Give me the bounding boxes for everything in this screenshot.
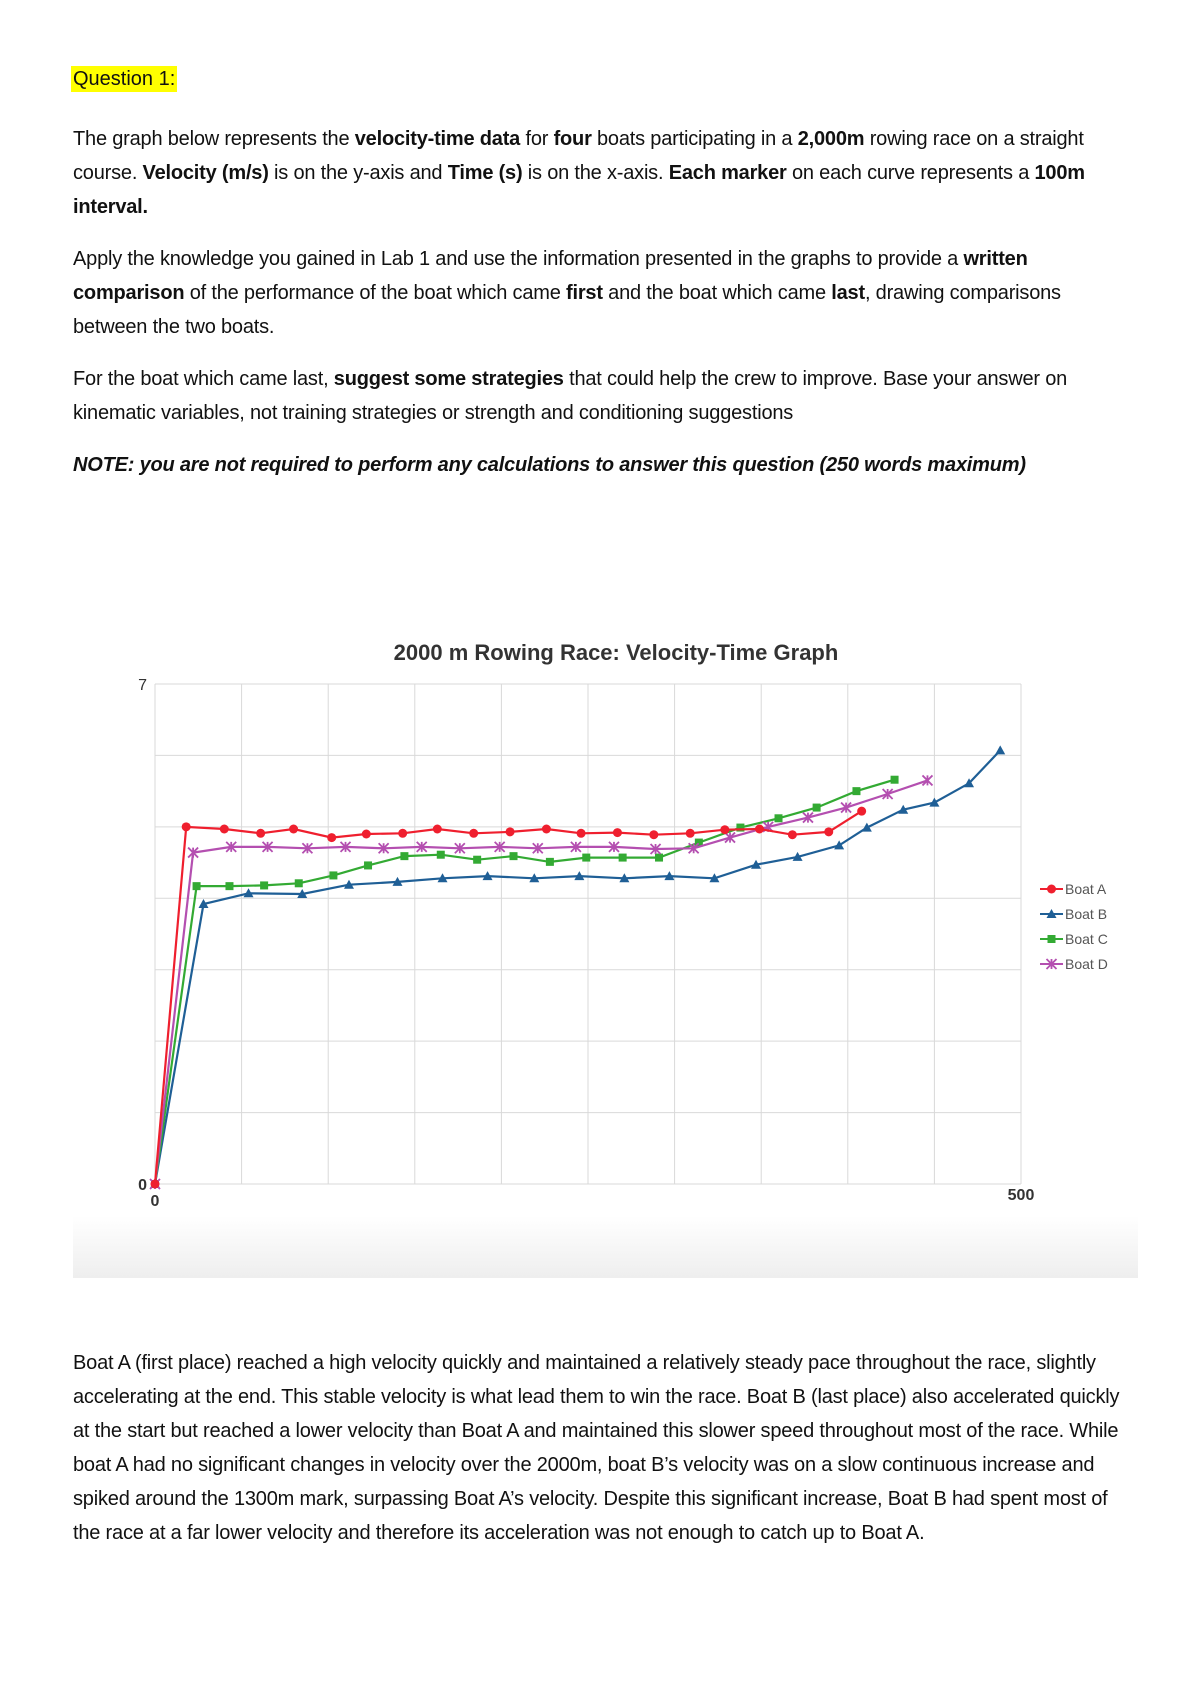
legend-label: Boat C xyxy=(1065,931,1108,947)
legend-label: Boat B xyxy=(1065,906,1108,922)
data-point-marker xyxy=(755,825,764,834)
text-run: Apply the knowledge you gained in Lab 1 and use the information presented in the graphs to provide a xyxy=(73,248,964,270)
text-run: is on the y-axis and xyxy=(268,162,448,184)
legend-item xyxy=(1040,881,1107,897)
data-point-marker xyxy=(577,829,586,838)
bold-run: suggest some strategies xyxy=(333,368,564,390)
data-point-marker xyxy=(182,822,191,831)
data-point-marker xyxy=(510,852,518,860)
data-point-marker xyxy=(891,776,899,784)
text-run: boats participating in a xyxy=(591,128,798,150)
data-point-marker xyxy=(295,879,303,887)
series-boat-c xyxy=(151,776,899,1188)
legend-item xyxy=(1040,956,1108,972)
data-point-marker xyxy=(437,851,445,859)
bold-run: 100m interval. xyxy=(73,162,1085,218)
data-point-marker xyxy=(225,882,233,890)
series-line xyxy=(155,780,895,1184)
chart-series xyxy=(150,745,1005,1189)
data-point-marker xyxy=(400,852,408,860)
bold-run: Each marker xyxy=(668,162,787,184)
data-point-marker xyxy=(329,871,337,879)
text-run: on each curve represents a xyxy=(786,162,1035,184)
text-run: The graph below represents the xyxy=(73,128,355,150)
bold-run: written comparison xyxy=(73,248,1028,304)
x-tick-label: 500 xyxy=(1007,1187,1035,1204)
bold-run: first xyxy=(566,282,603,304)
data-point-marker xyxy=(1047,885,1056,894)
legend-item xyxy=(1040,906,1107,922)
bold-run: velocity-time data xyxy=(354,128,521,150)
question-paragraph-1 xyxy=(73,122,1138,224)
data-point-marker xyxy=(929,798,939,807)
data-point-marker xyxy=(193,882,201,890)
data-point-marker xyxy=(289,825,298,834)
data-point-marker xyxy=(260,881,268,889)
text-run: , drawing comparisons between the two boats. xyxy=(73,282,1061,338)
data-point-marker xyxy=(995,745,1005,754)
bold-run: last xyxy=(831,282,865,304)
document-page xyxy=(73,66,1138,1544)
data-point-marker xyxy=(613,828,622,837)
series-boat-b xyxy=(150,745,1005,1188)
bold-run: Velocity (m/s) xyxy=(142,162,269,184)
data-point-marker xyxy=(151,1180,160,1189)
data-point-marker xyxy=(542,825,551,834)
data-point-marker xyxy=(852,787,860,795)
question-paragraph-2 xyxy=(73,242,1138,344)
answer-paragraph: Boat A (first place) reached a high velocity quickly and maintained a relatively steady pace throughout the race, slightly accelerating at the end. This stable velocity is what lead them to win the race. Boat B (last place) also accelerated quickly at the start but reached a lower velocity than Boat A and maintained this slower speed throughout most of the race. While boat A had no significant changes in velocity over the 2000m, boat B’s velocity was on a slow continuous increase and spiked around the 1300m mark, surpassing Boat A’s velocity. Despite this significant increase, Boat B had spent most of the race at a far lower velocity and therefore its acceleration was not enough to catch up to Boat A. xyxy=(73,1352,1120,1544)
text-run: and the boat which came xyxy=(602,282,832,304)
chart-grid xyxy=(155,684,1021,1184)
chart-title: 2000 m Rowing Race: Velocity-Time Graph xyxy=(393,640,839,665)
data-point-marker xyxy=(857,807,866,816)
data-point-marker xyxy=(824,827,833,836)
data-point-marker xyxy=(655,854,663,862)
text-run: rowing race on a straight course. xyxy=(73,128,1084,184)
question-note: NOTE: you are not required to perform any calculations to answer this question (250 words maximum) xyxy=(73,454,1026,476)
y-tick-label: 7 xyxy=(138,677,147,694)
series-line xyxy=(155,750,1000,1184)
data-point-marker xyxy=(433,825,442,834)
data-point-marker xyxy=(788,830,797,839)
velocity-time-chart xyxy=(73,556,1138,1278)
text-run: For the boat which came last, xyxy=(73,368,334,390)
chart-axis-ticks xyxy=(138,677,1034,1210)
data-point-marker xyxy=(1048,935,1056,943)
data-point-marker xyxy=(686,829,695,838)
data-point-marker xyxy=(582,854,590,862)
chart-legend xyxy=(1040,881,1108,972)
text-run: is on the x-axis. xyxy=(522,162,669,184)
data-point-marker xyxy=(256,829,265,838)
text-run: for xyxy=(520,128,554,150)
series-boat-d xyxy=(150,775,932,1189)
question-heading: Question 1: xyxy=(73,68,176,90)
data-point-marker xyxy=(546,858,554,866)
y-tick-label: 0 xyxy=(138,1177,147,1194)
bold-run: four xyxy=(553,128,592,150)
data-point-marker xyxy=(327,833,336,842)
data-point-marker xyxy=(720,825,729,834)
data-point-marker xyxy=(649,830,658,839)
x-tick-label: 0 xyxy=(150,1193,160,1210)
data-point-marker xyxy=(469,829,478,838)
data-point-marker xyxy=(813,804,821,812)
data-point-marker xyxy=(922,775,932,785)
bold-run: 2,000m xyxy=(797,128,865,150)
text-run: that could help the crew to improve. Base your answer on kinematic variables, not training strategies or strength and conditioning suggestions xyxy=(73,368,1068,424)
question-paragraph-3 xyxy=(73,362,1138,430)
bold-run: Time (s) xyxy=(447,162,523,184)
data-point-marker xyxy=(220,825,229,834)
data-point-marker xyxy=(775,814,783,822)
data-point-marker xyxy=(619,854,627,862)
legend-label: Boat D xyxy=(1065,956,1108,972)
data-point-marker xyxy=(364,861,372,869)
data-point-marker xyxy=(362,830,371,839)
data-point-marker xyxy=(473,856,481,864)
series-line xyxy=(155,780,928,1184)
data-point-marker xyxy=(398,829,407,838)
data-point-marker xyxy=(506,827,515,836)
chart-svg xyxy=(73,556,1138,1278)
text-run: of the performance of the boat which came xyxy=(184,282,566,304)
legend-label: Boat A xyxy=(1065,881,1107,897)
data-point-marker xyxy=(834,840,844,849)
legend-item xyxy=(1040,931,1108,947)
